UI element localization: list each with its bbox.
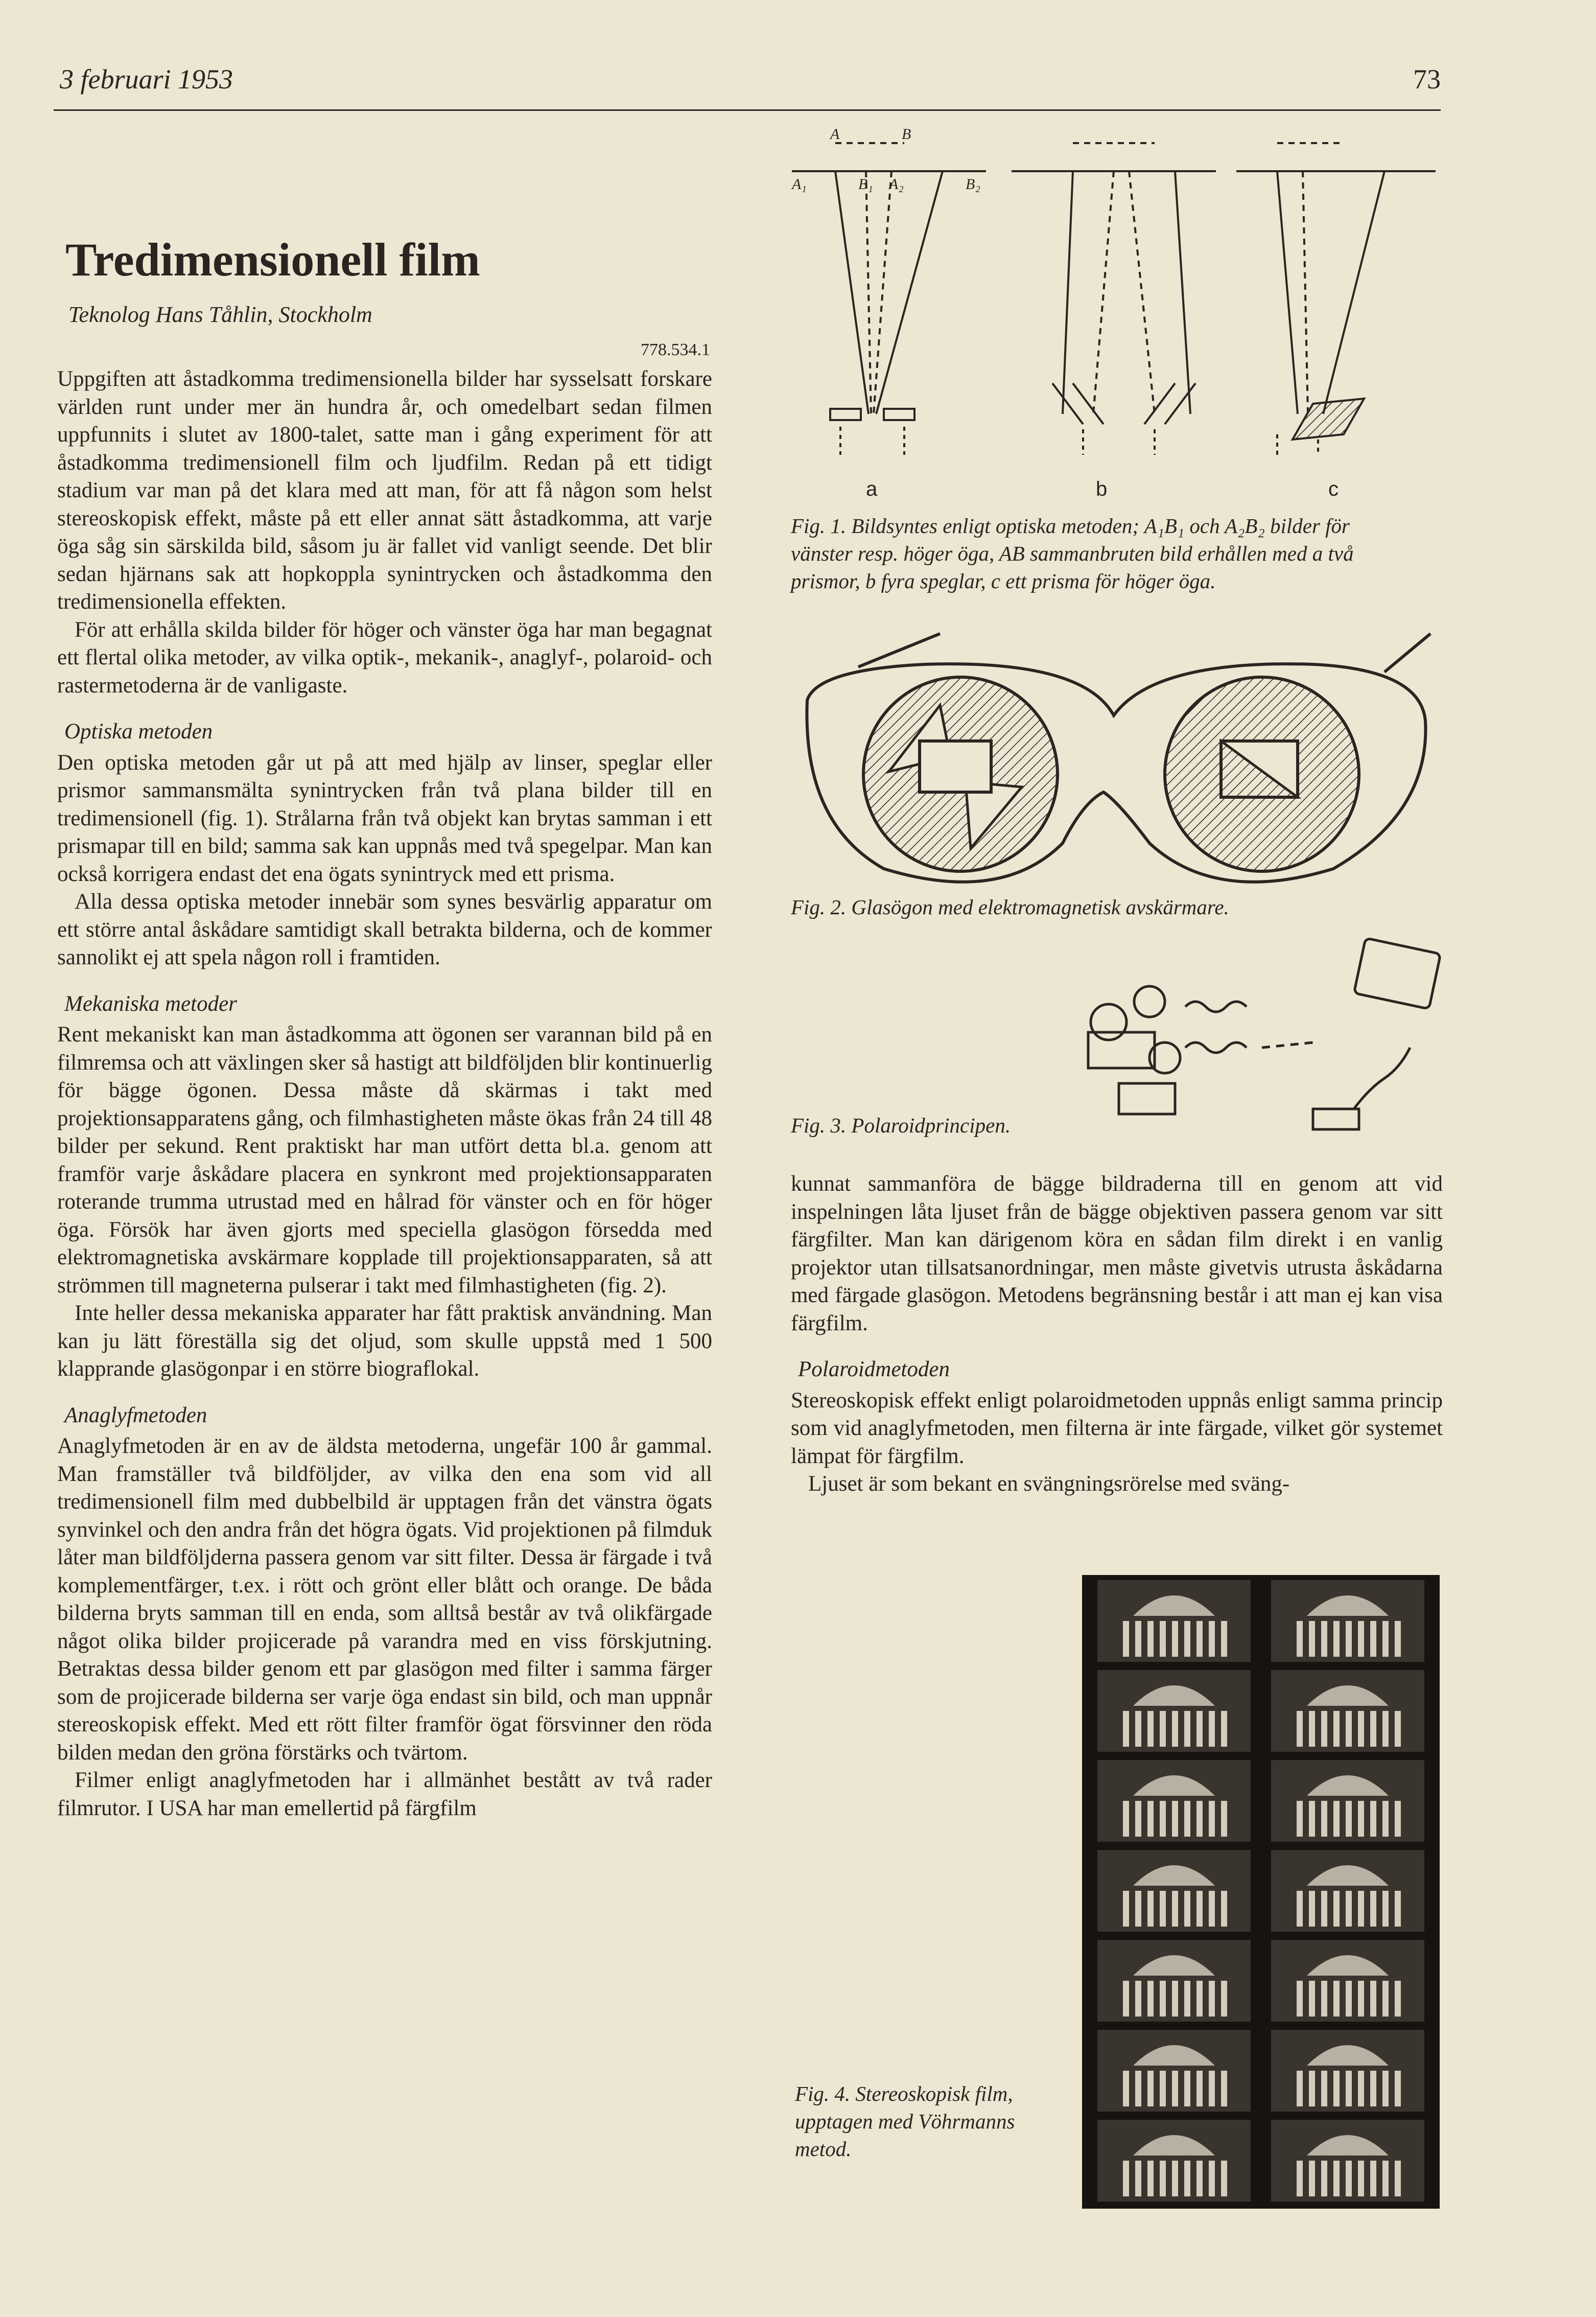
right-column — [791, 1170, 1443, 1498]
paragraph: Inte heller dessa mekaniska apparater har fått praktisk användning. Man kan ju lätt föreställa sig det oljud, som skulle uppstå med 1 500 klapprande glasögonpar i en större biograflokal. — [57, 1301, 712, 1381]
paragraph: Anaglyfmetoden är en av de äldsta metoderna, ungefär 100 år gammal. Man framställer två bildföljder, av vilka den ena som vid all tredimensionell film med dubbelbild är upptagen från det vänstra ögats synvinkel och den andra från det högra ögats. Vid projektionen på filmduk låter man bildföljderna passera genom var sitt filter. Dessa är färgade i två komplementfärger, t.ex. i rött och grönt eller blått och orange. De båda bilderna bryts samman till en enda, som alltså består av två olikfärgade något olika bilder projicerade på varandra med en viss förskjutning. Betraktas dessa bilder genom ett par glasögon med filter i samma färger som de projicerade bilderna ser varje öga endast sin bild, och man uppnår stereoskopisk effekt. Med ett rött filter framför ögat försvinner den röda bilden medan den gröna förstärks och tvärtom. — [57, 1434, 712, 1765]
fig1-caption: Fig. 1. Bildsyntes enligt optiska metoden; A₁B₁ och A₂B₂ bilder för vänster resp. höger öga, AB sammanbruten bild erhållen med a två prismor, b fyra speglar, c ett prisma för höger öga. — [791, 514, 1354, 593]
fig1-label-a1: A₁ — [792, 176, 807, 193]
film-frame — [1271, 1760, 1424, 1842]
film-frame — [1097, 2030, 1251, 2112]
film-frame — [1097, 1760, 1251, 1842]
section-heading-optical: Optiska metoden — [64, 720, 213, 744]
section-heading-mechanical: Mekaniska metoder — [64, 991, 237, 1016]
fig1-label-b: B — [902, 126, 911, 143]
fig1-diagram — [787, 128, 1441, 506]
fig1-label-b1: B₁ — [858, 176, 873, 193]
fig4-film-strip-photo — [1082, 1575, 1440, 2209]
fig3-projector-drawing — [1068, 940, 1446, 1155]
left-column — [57, 335, 712, 1822]
paragraph: För att erhålla skilda bilder för höger och vänster öga har man begagnat ett flertal olika metoder, av vilka optik-, mekanik-, anaglyf-, polaroid- och rastermetoderna är de vanligaste. — [57, 617, 712, 698]
fig2-glasses-drawing — [797, 629, 1441, 905]
fig1-label-a: A — [830, 126, 840, 143]
film-frame — [1097, 2120, 1251, 2202]
film-frame — [1097, 1580, 1251, 1662]
section-heading-anaglyph: Anaglyfmetoden — [64, 1403, 207, 1427]
film-frame — [1271, 2030, 1424, 2112]
fig4-film-frames — [1082, 1575, 1440, 2209]
paragraph: Stereoskopisk effekt enligt polaroidmetoden uppnås enligt samma princip som vid anaglyfmetoden, men filterna är inte färgade, vilket gör systemet lämpat för färgfilm. — [791, 1388, 1443, 1468]
film-frame — [1271, 1670, 1424, 1752]
fig2-caption: Fig. 2. Glasögon med elektromagnetisk avskärmare. — [791, 895, 1229, 919]
film-frame — [1097, 1670, 1251, 1752]
fig3-caption: Fig. 3. Polaroidprincipen. — [791, 1114, 1011, 1137]
running-header — [54, 60, 1441, 111]
udc-classification: 778.534.1 — [641, 340, 710, 359]
film-frame — [1097, 1940, 1251, 2022]
film-frame — [1271, 1580, 1424, 1662]
fig1-panel-b: b — [1096, 478, 1108, 500]
paragraph: kunnat sammanföra de bägge bildraderna till en genom att vid inspelningen låta ljuset från de bägge objektiven passera genom var sitt färgfilter. Man kan därigenom köra en sådan film direkt i en vanlig projektor utan tillsatsanordningar, men måste givetvis utrusta åskådarna med färgade glasögon. Metodens begränsning består i att man ej kan visa färgfilm. — [791, 1172, 1443, 1335]
issue-date: 3 februari 1953 — [60, 64, 233, 95]
film-frame — [1271, 2120, 1424, 2202]
fig1-panel-a: a — [866, 478, 878, 500]
page-number: 73 — [1413, 64, 1441, 95]
film-frame — [1097, 1850, 1251, 1932]
film-frame — [1271, 1850, 1424, 1932]
fig4-caption: Fig. 4. Stereoskopisk film, upptagen med Vöhrmanns metod. — [795, 2082, 1015, 2161]
article-byline: Teknolog Hans Tåhlin, Stockholm — [68, 302, 372, 327]
paragraph: Uppgiften att åstadkomma tredimensionella bilder har sysselsatt forskare världen runt under mer än hundra år, och omedelbart sedan filmen uppfunnits i slutet av 1800-talet, satte man i gång experiment för att åstadkomma tredimensionell film och ljudfilm. Redan på ett tidigt stadium var man på det klara med att man, för att få någon som helst stereoskopisk effekt, måste på ett eller annat sätt åstadkomma, att varje öga såg sin särskilda bild, såsom ju är fallet vid vanligt seende. Det blir sedan hjärnans sak att hopkoppla synintrycken och åstadkomma den tredimensionella effekten. — [57, 367, 712, 614]
paragraph: Filmer enligt anaglyfmetoden har i allmänhet bestått av två rader filmrutor. I USA har man emellertid på färgfilm — [57, 1768, 712, 1820]
film-frame — [1271, 1940, 1424, 2022]
section-heading-polaroid: Polaroidmetoden — [798, 1357, 950, 1381]
paragraph: Rent mekaniskt kan man åstadkomma att ögonen ser varannan bild på en filmremsa och att växlingen sker så hastigt att bildföljden blir kontinuerlig för bägge ögonen. Dessa måste då skärmas i takt med projektionsapparatens gång, och filmhastigheten måste ökas från 24 till 48 bilder per sekund. Rent praktiskt har man utfört detta bl.a. genom att framför varje åskådare placera en synkront med projektionsapparaten roterande trumma utrustad med en hålrad för vänster och en för höger öga. Försök har även gjorts med speciella glasögon försedda med elektromagnetiska avskärmare kopplade till projektionsapparaten, så att strömmen till magneterna pulserar i takt med filmhastigheten (fig. 2). — [57, 1023, 712, 1297]
article-title: Tredimensionell film — [65, 234, 480, 286]
paragraph: Den optiska metoden går ut på att med hjälp av linser, speglar eller prismor sammansmälta synintrycken från två plana bilder till en tredimensionell (fig. 1). Strålarna från två objekt kan brytas samman i ett prismapar till en bild; samma sak kan uppnås med två spegelpar. Man kan också korrigera endast det ena ögats synintryck med ett prisma. — [57, 750, 712, 886]
fig1-label-b2: B₂ — [966, 176, 980, 193]
paragraph: Alla dessa optiska metoder innebär som synes besvärlig apparatur om ett större antal åskådare samtidigt skall betrakta bilderna, och de kommer sannolikt ej att spela någon roll i framtiden. — [57, 890, 712, 969]
fig1-panel-c: c — [1328, 478, 1339, 500]
paragraph: Ljuset är som bekant en svängningsrörelse med sväng- — [808, 1472, 1290, 1496]
fig1-label-a2: A₂ — [889, 176, 904, 193]
